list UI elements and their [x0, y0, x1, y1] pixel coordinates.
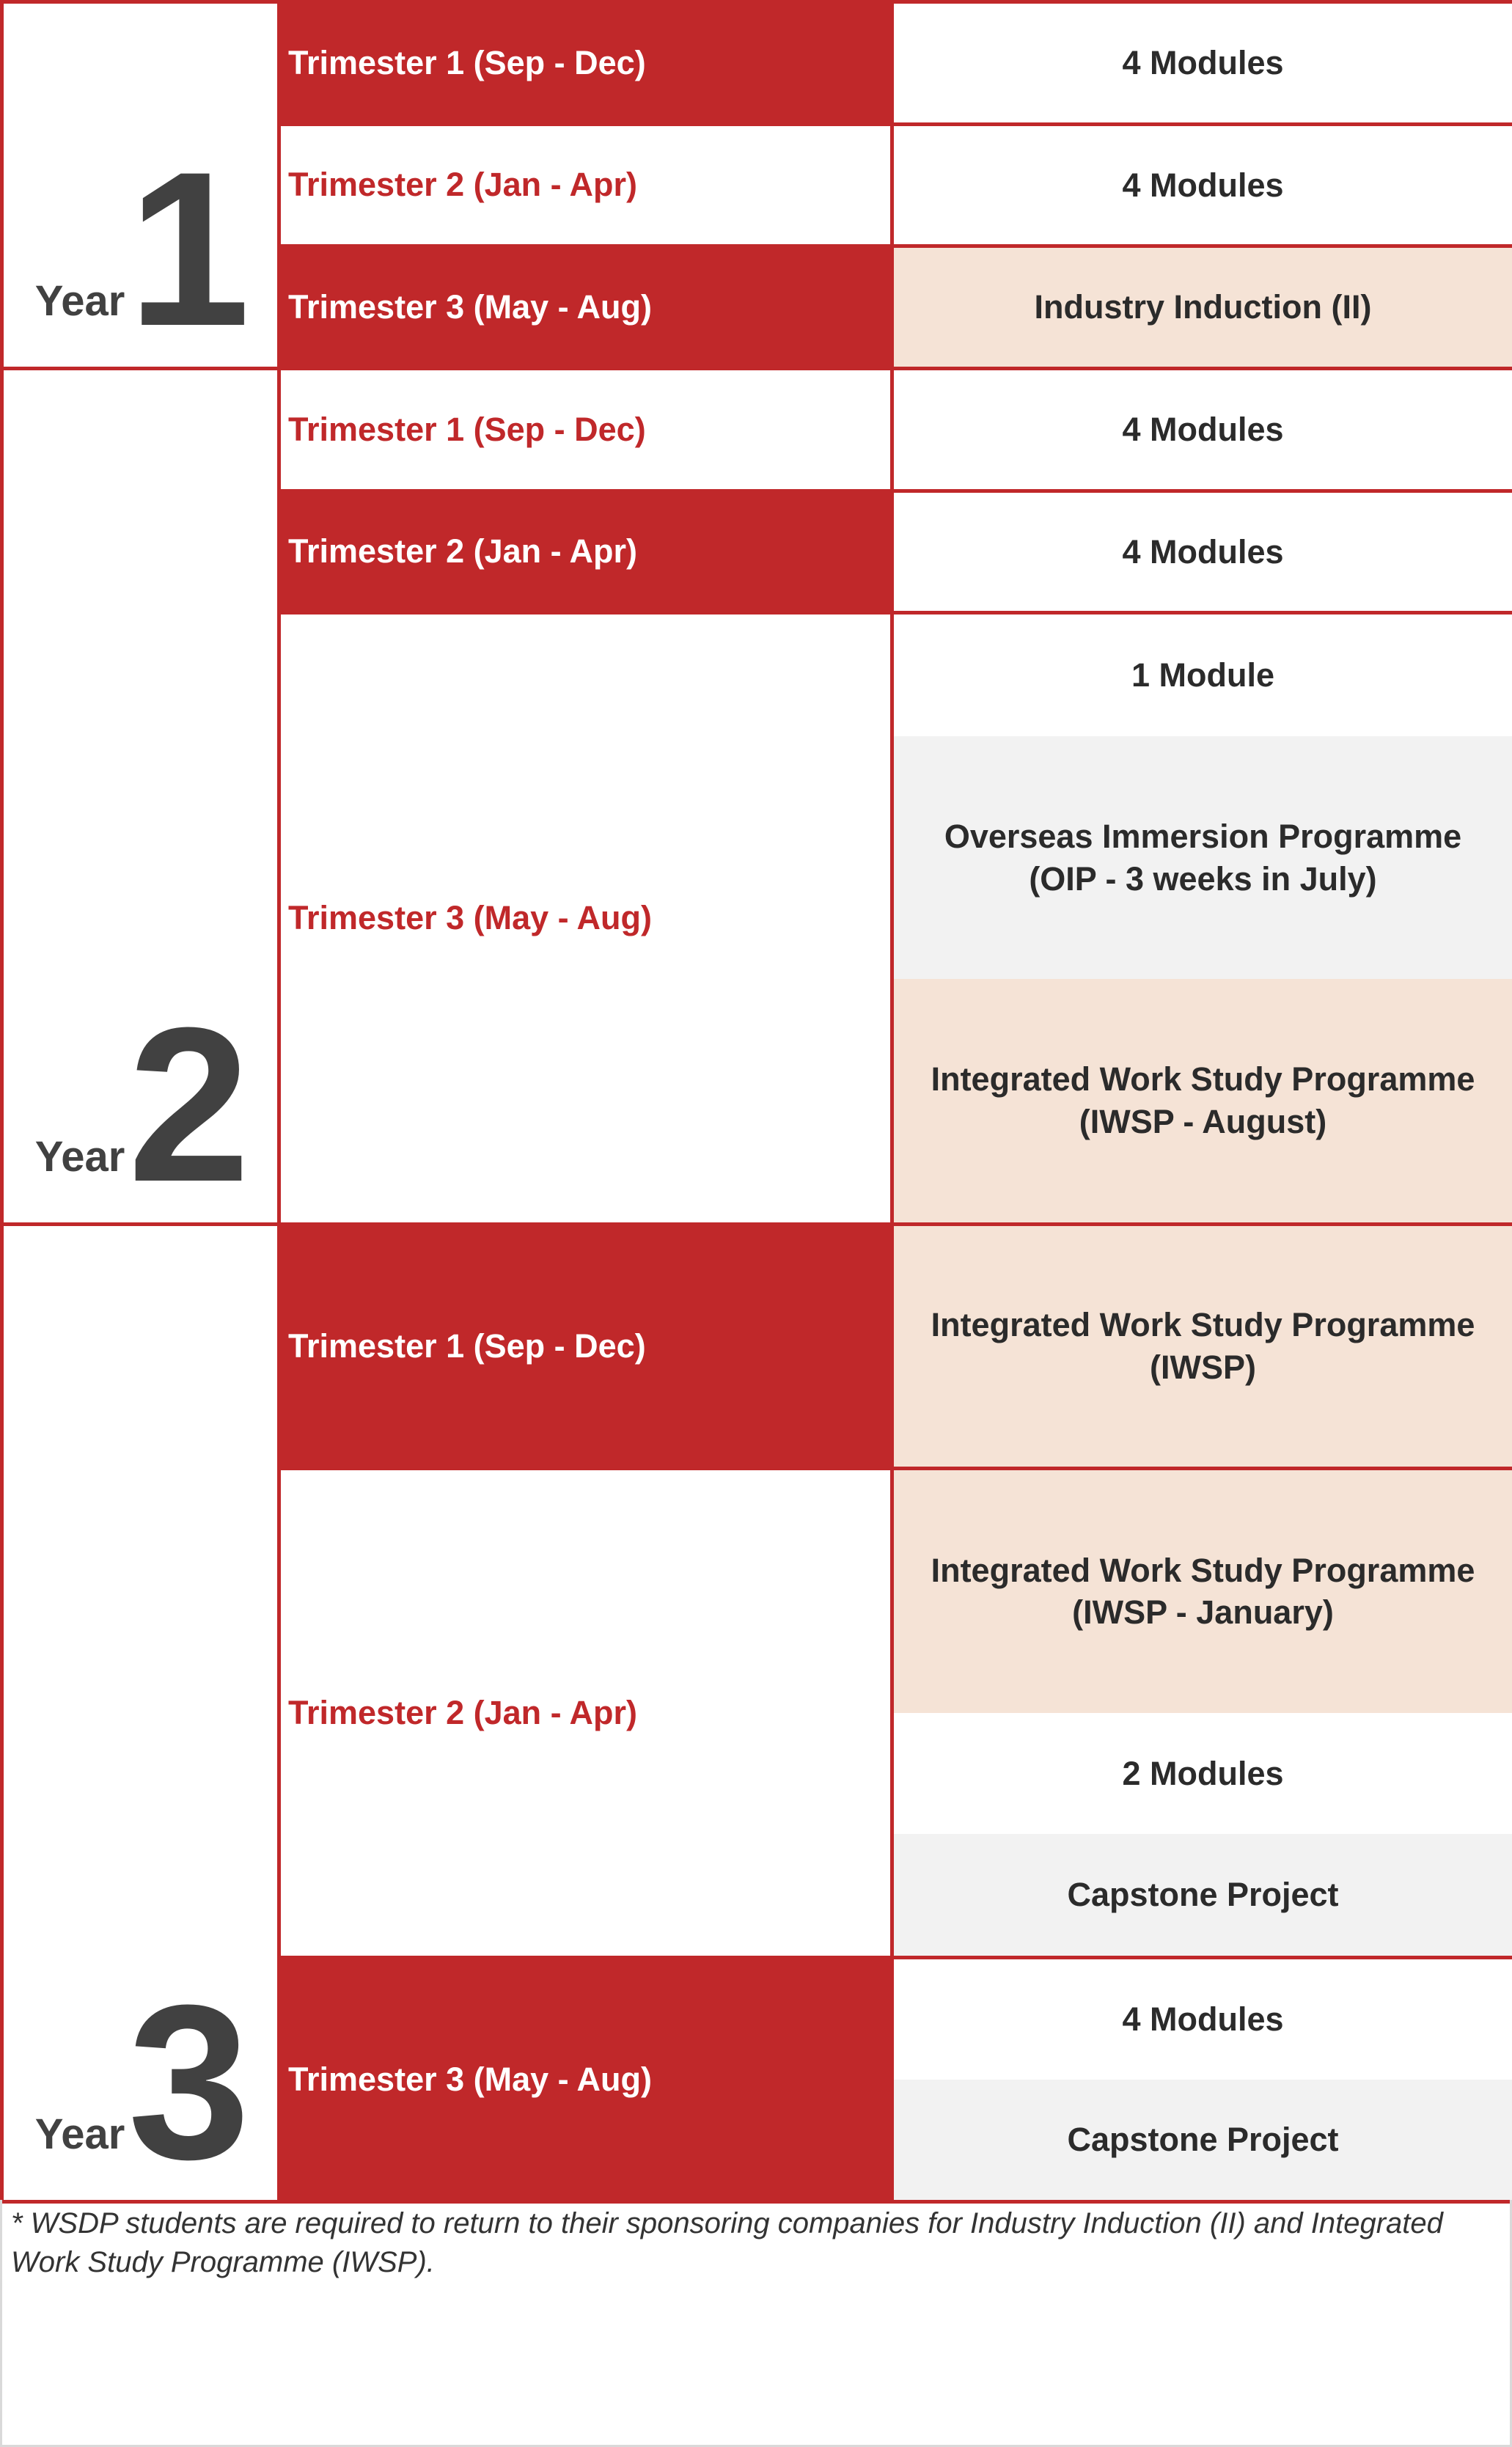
year-1-trimester-2-label: Trimester 2 (Jan - Apr) [277, 122, 894, 249]
activity-item [894, 1834, 1512, 1955]
activity-text: 4 Modules [1122, 44, 1284, 82]
year-1-trimester-3-activities [890, 244, 1512, 370]
year-1-trimester-1-activities [890, 0, 1512, 126]
activity-item [894, 1959, 1512, 2080]
activity-text: Integrated Work Study Programme (IWSP - August) [931, 1060, 1475, 1140]
activity-item [894, 1713, 1512, 1834]
activity-item [894, 126, 1512, 245]
activity-text: Capstone Project [1067, 1876, 1339, 1914]
year-2-trimester-1-label: Trimester 1 (Sep - Dec) [277, 367, 894, 493]
year-2-trimester-2-activities [890, 489, 1512, 615]
activity-item [894, 493, 1512, 612]
activity-text: Capstone Project [1067, 2121, 1339, 2158]
year-label: Year [34, 2110, 125, 2158]
activity-item [894, 614, 1512, 736]
activity-text: 1 Module [1131, 656, 1274, 694]
year-1-trimester-2-activities [890, 122, 1512, 249]
year-2-trimester-2-label: Trimester 2 (Jan - Apr) [277, 489, 894, 615]
year-1-trimester-1-label: Trimester 1 (Sep - Dec) [277, 0, 894, 126]
footnote: * WSDP students are required to return to their sponsoring companies for Industry Induction (II) and Integrated Work Study Programme (IWSP). [0, 2200, 1512, 2447]
activity-item [894, 2080, 1512, 2200]
year-3-trimester-2-activities [890, 1467, 1512, 1959]
activity-text: 4 Modules [1122, 532, 1284, 571]
year-3-trimester-1-activities [890, 1222, 1512, 1470]
activity-text: 4 Modules [1122, 411, 1284, 448]
activity-text: Integrated Work Study Programme (IWSP - January) [931, 1551, 1475, 1632]
year-label: Year [34, 1132, 125, 1181]
activity-text: Overseas Immersion Programme (OIP - 3 weeks in July) [944, 818, 1462, 898]
year-label: Year [34, 276, 125, 325]
activity-text: 4 Modules [1122, 166, 1284, 204]
activity-item [894, 979, 1512, 1222]
activity-item [894, 370, 1512, 489]
year-2-trimester-1-activities [890, 367, 1512, 493]
year-3-trimester-3-activities [890, 1956, 1512, 2204]
year-3-trimester-2-label: Trimester 2 (Jan - Apr) [277, 1467, 894, 1959]
year-3-trimester-3-label: Trimester 3 (May - Aug) [277, 1956, 894, 2204]
year-2-trimester-3-activities [890, 611, 1512, 1225]
year-number: 1 [128, 125, 246, 370]
activity-text: Integrated Work Study Programme (IWSP) [931, 1306, 1475, 1386]
activity-text: 2 Modules [1122, 1754, 1284, 1792]
year-3-trimester-1-label: Trimester 1 (Sep - Dec) [277, 1222, 894, 1470]
year-2-trimester-3-label: Trimester 3 (May - Aug) [277, 611, 894, 1225]
year-3-cell [0, 1222, 281, 2204]
year-number: 2 [128, 980, 246, 1226]
activity-text: 4 Modules [1122, 2000, 1284, 2038]
activity-text: Industry Induction (II) [1034, 288, 1372, 326]
activity-item [894, 1226, 1512, 1467]
year-number: 3 [128, 1958, 246, 2204]
year-2-cell [0, 367, 281, 1226]
activity-item [894, 736, 1512, 979]
activity-item [894, 4, 1512, 122]
year-1-cell [0, 0, 281, 370]
year-1-trimester-3-label: Trimester 3 (May - Aug) [277, 244, 894, 370]
activity-item [894, 248, 1512, 367]
activity-item [894, 1470, 1512, 1713]
